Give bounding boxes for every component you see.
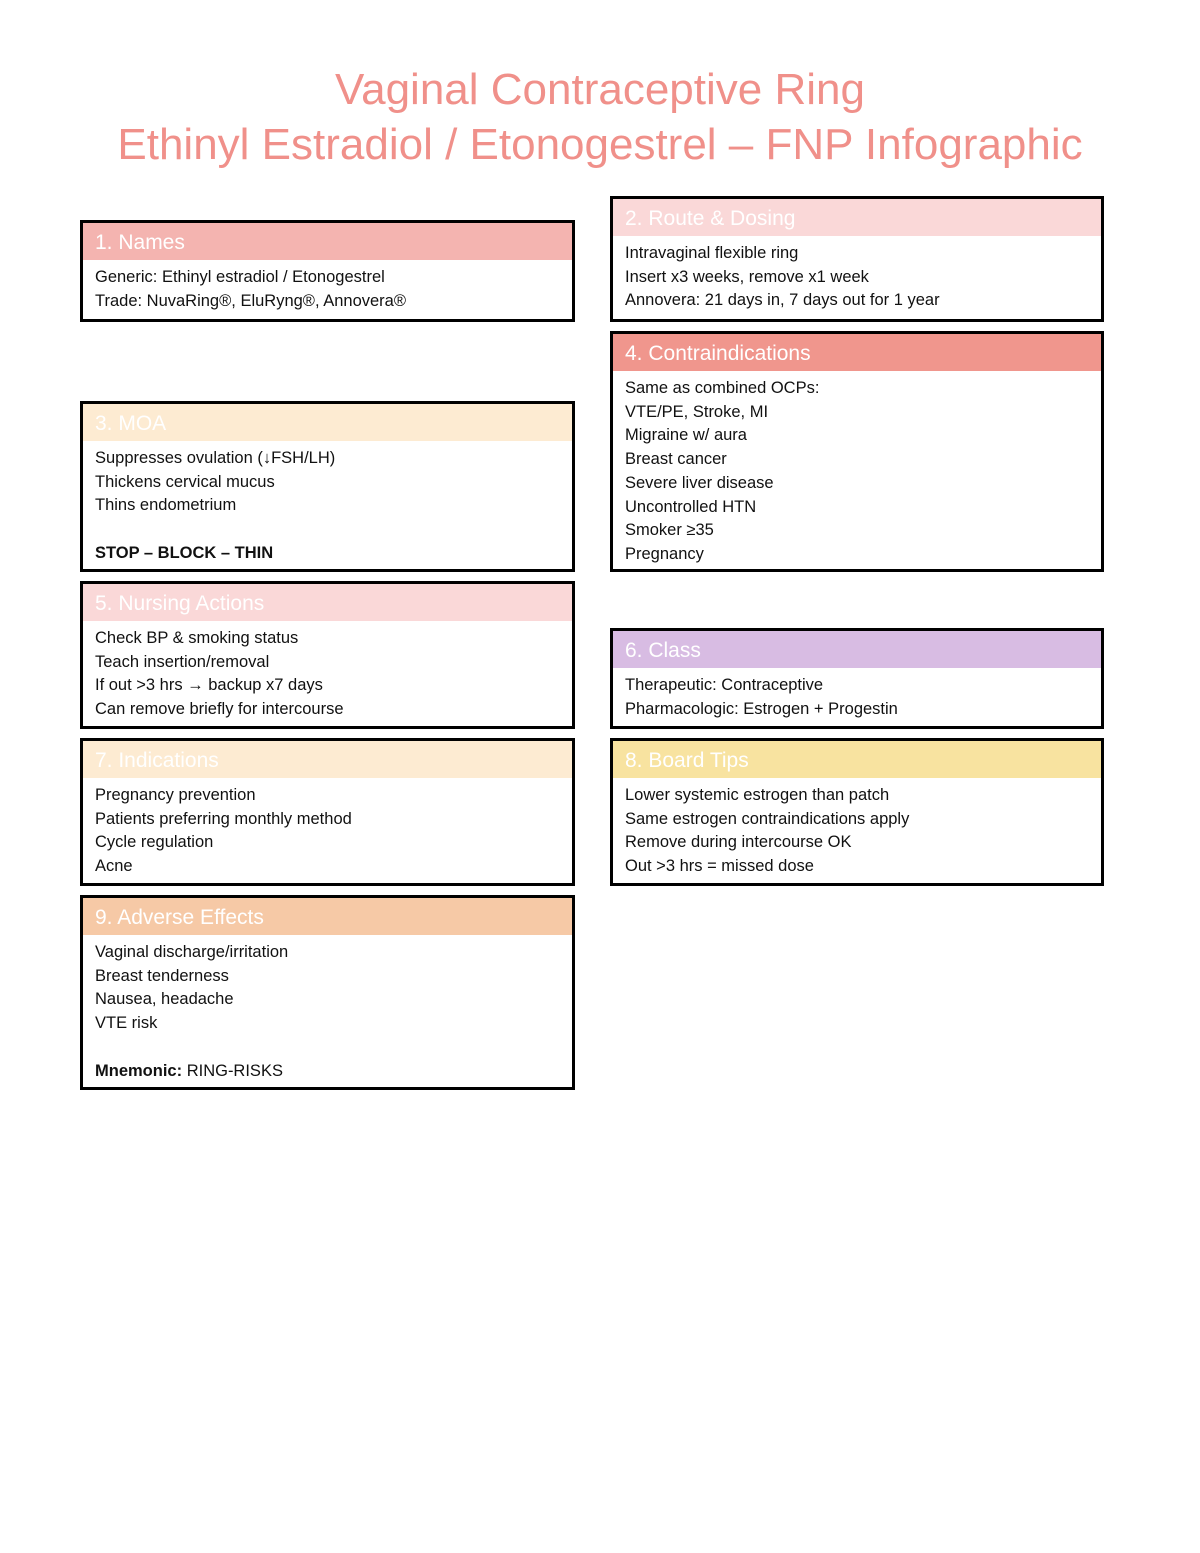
adverse-effects-heading: 9. Adverse Effects xyxy=(83,898,572,935)
board-tip-line: Remove during intercourse OK xyxy=(625,833,852,852)
moa-card xyxy=(80,401,575,572)
contraindication-line: Smoker ≥35 xyxy=(625,521,714,540)
moa-line: Thins endometrium xyxy=(95,496,237,515)
board-tip-line: Lower systemic estrogen than patch xyxy=(625,786,890,804)
class-line: Pharmacologic: Estrogen + Progestin xyxy=(625,699,898,718)
contraindication-line: Migraine w/ aura xyxy=(625,426,747,445)
board-tips-card xyxy=(610,738,1104,886)
names-heading: 1. Names xyxy=(83,223,572,260)
route-line: Intravaginal flexible ring xyxy=(625,244,799,262)
contraindication-line: Breast cancer xyxy=(625,450,727,469)
nursing-actions-heading: 5. Nursing Actions xyxy=(83,584,572,621)
indication-line: Patients preferring monthly method xyxy=(95,809,352,828)
class-body xyxy=(613,668,1101,721)
names-line: Generic: Ethinyl estradiol / Etonogestrel xyxy=(95,268,385,286)
route-line: Insert x3 weeks, remove x1 week xyxy=(625,267,869,286)
class-heading: 6. Class xyxy=(613,631,1101,668)
nursing-actions-card xyxy=(80,581,575,729)
adverse-spacer xyxy=(95,1036,560,1060)
mnemonic-label: Mnemonic: xyxy=(95,1061,183,1080)
contraindications-card xyxy=(610,331,1104,572)
adverse-line: Nausea, headache xyxy=(95,990,234,1009)
indication-line: Acne xyxy=(95,857,133,876)
contraindication-line: VTE/PE, Stroke, MI xyxy=(625,402,769,421)
route-dosing-body xyxy=(613,236,1101,313)
indications-card xyxy=(80,738,575,886)
names-body xyxy=(83,260,572,313)
board-tips-body xyxy=(613,778,1101,879)
title-line-2: Ethinyl Estradiol / Etonogestrel – FNP Infographic xyxy=(117,120,1083,169)
indications-body xyxy=(83,778,572,879)
contraindication-line: Uncontrolled HTN xyxy=(625,497,757,516)
indication-line: Cycle regulation xyxy=(95,833,214,852)
indication-line: Pregnancy prevention xyxy=(95,786,256,804)
adverse-line: Breast tenderness xyxy=(95,966,229,985)
class-line: Therapeutic: Contraceptive xyxy=(625,676,824,694)
route-dosing-heading: 2. Route & Dosing xyxy=(613,199,1101,236)
contraindication-line: Same as combined OCPs: xyxy=(625,379,820,397)
route-line: Annovera: 21 days in, 7 days out for 1 year xyxy=(625,291,940,310)
indications-heading: 7. Indications xyxy=(83,741,572,778)
adverse-line: Vaginal discharge/irritation xyxy=(95,943,289,961)
nursing-line: Teach insertion/removal xyxy=(95,652,270,671)
moa-line: Suppresses ovulation (↓FSH/LH) xyxy=(95,449,336,467)
title-line-1: Vaginal Contraceptive Ring xyxy=(335,65,865,114)
contraindications-body xyxy=(613,371,1101,567)
moa-mnemonic: STOP – BLOCK – THIN xyxy=(95,543,274,562)
nursing-line: If out >3 hrs → backup x7 days xyxy=(95,676,323,695)
adverse-effects-body xyxy=(83,935,572,1083)
moa-line: Thickens cervical mucus xyxy=(95,472,275,491)
moa-body xyxy=(83,441,572,566)
board-tip-line: Same estrogen contraindications apply xyxy=(625,809,910,828)
board-tip-line: Out >3 hrs = missed dose xyxy=(625,857,814,876)
names-line: Trade: NuvaRing®, EluRyng®, Annovera® xyxy=(95,291,407,310)
moa-heading: 3. MOA xyxy=(83,404,572,441)
moa-spacer xyxy=(95,518,560,542)
adverse-mnemonic xyxy=(95,1060,560,1084)
mnemonic-value: RING-RISKS xyxy=(186,1061,283,1080)
class-card xyxy=(610,628,1104,729)
board-tips-heading: 8. Board Tips xyxy=(613,741,1101,778)
route-dosing-card xyxy=(610,196,1104,322)
names-card xyxy=(80,220,575,322)
contraindications-heading: 4. Contraindications xyxy=(613,334,1101,371)
contraindication-line: Severe liver disease xyxy=(625,473,774,492)
page-title xyxy=(0,62,1200,172)
nursing-actions-body xyxy=(83,621,572,722)
nursing-line: Check BP & smoking status xyxy=(95,629,299,647)
adverse-line: VTE risk xyxy=(95,1014,158,1033)
adverse-effects-card xyxy=(80,895,575,1090)
contraindication-line: Pregnancy xyxy=(625,544,704,563)
nursing-line: Can remove briefly for intercourse xyxy=(95,700,344,719)
